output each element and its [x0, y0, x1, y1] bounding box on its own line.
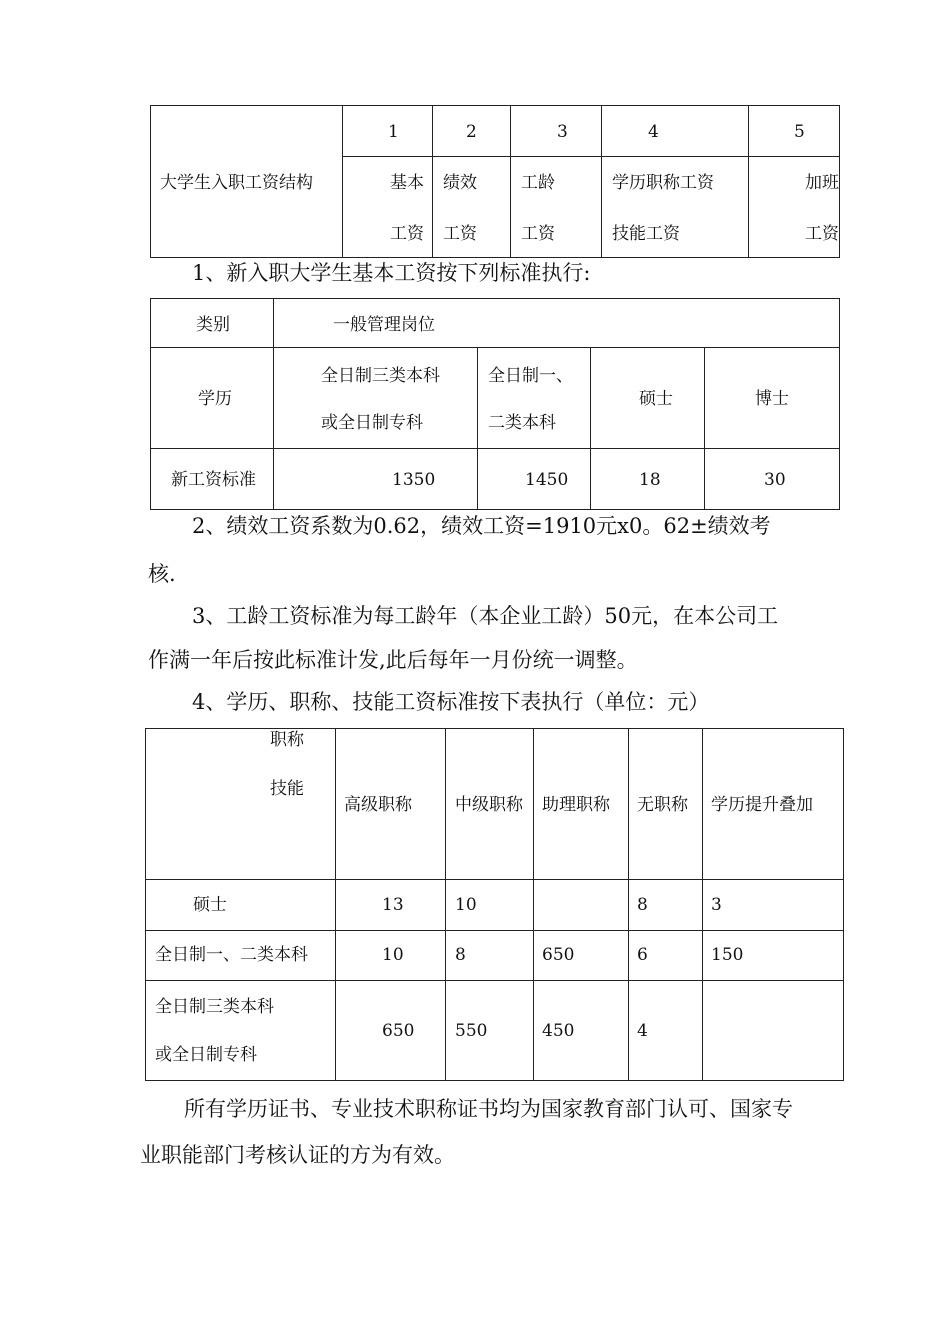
paragraph-4: 4、学历、职称、技能工资标准按下表执行（单位：元）: [192, 690, 710, 714]
table-cell: 13: [382, 895, 404, 915]
column-name: 工资: [443, 224, 477, 244]
row-label: 全日制一、二类本科: [155, 945, 308, 965]
salary-structure-label: 大学生入职工资结构: [160, 173, 313, 193]
column-name: 工龄: [521, 173, 555, 193]
table-cell: 150: [711, 945, 744, 965]
category-value: 一般管理岗位: [333, 315, 435, 335]
column-header: 学历提升叠加: [711, 795, 813, 815]
table-cell: 8: [637, 895, 648, 915]
column-number: 2: [466, 122, 477, 142]
table-cell: 450: [542, 1021, 575, 1041]
education-column: 博士: [755, 389, 789, 409]
table-cell: 3: [711, 895, 722, 915]
standard-value: 18: [639, 470, 661, 490]
education-column: 全日制三类本科: [321, 366, 440, 386]
paragraph-1: 1、新入职大学生基本工资按下列标准执行:: [192, 261, 591, 285]
standard-value: 1350: [392, 470, 436, 490]
education-column: 二类本科: [488, 413, 556, 433]
education-column: 硕士: [639, 389, 673, 409]
row-label: 全日制三类本科: [155, 997, 274, 1017]
table-cell: 6: [637, 945, 648, 965]
column-number: 1: [388, 122, 399, 142]
column-header: 助理职称: [542, 795, 610, 815]
table-cell: 650: [382, 1021, 415, 1041]
corner-header-skill: 技能: [270, 779, 304, 799]
column-name: 工资: [390, 224, 424, 244]
education-column: 或全日制专科: [321, 413, 423, 433]
row-label: 硕士: [193, 895, 227, 915]
table-cell: 650: [542, 945, 575, 965]
row-label: 或全日制专科: [155, 1045, 257, 1065]
corner-header-title: 职称: [270, 730, 304, 750]
column-name: 技能工资: [612, 224, 680, 244]
column-header: 高级职称: [344, 795, 412, 815]
final-paragraph-line-2: 业职能部门考核认证的方为有效。: [140, 1143, 455, 1167]
column-header: 中级职称: [455, 795, 523, 815]
table-cell: 10: [382, 945, 404, 965]
standard-label: 新工资标准: [171, 470, 256, 490]
column-name: 加班: [805, 173, 839, 193]
table-cell: 4: [637, 1021, 648, 1041]
column-name: 绩效: [443, 173, 477, 193]
column-name: 学历职称工资: [612, 173, 714, 193]
column-number: 5: [794, 122, 805, 142]
column-number: 3: [557, 122, 568, 142]
category-label: 类别: [196, 315, 230, 335]
column-name: 工资: [521, 224, 555, 244]
education-label: 学历: [198, 389, 232, 409]
education-column: 全日制一、: [488, 366, 573, 386]
paragraph-2-line-2: 核.: [148, 562, 176, 586]
paragraph-3-line-1: 3、工龄工资标准为每工龄年（本企业工龄）50元，在本公司工: [192, 604, 779, 628]
standard-value: 30: [764, 470, 786, 490]
paragraph-2-line-1: 2、绩效工资系数为0.62，绩效工资=1910元x0。62±绩效考: [192, 514, 771, 538]
paragraph-3-line-2: 作满一年后按此标准计发,此后每年一月份统一调整。: [148, 648, 638, 672]
column-number: 4: [648, 122, 659, 142]
table-cell: 8: [455, 945, 466, 965]
table-cell: 10: [455, 895, 477, 915]
final-paragraph-line-1: 所有学历证书、专业技术职称证书均为国家教育部门认可、国家专: [184, 1097, 793, 1121]
column-name: 工资: [805, 224, 839, 244]
standard-value: 1450: [525, 470, 569, 490]
column-name: 基本: [390, 173, 424, 193]
column-header: 无职称: [637, 795, 688, 815]
table-cell: 550: [455, 1021, 488, 1041]
